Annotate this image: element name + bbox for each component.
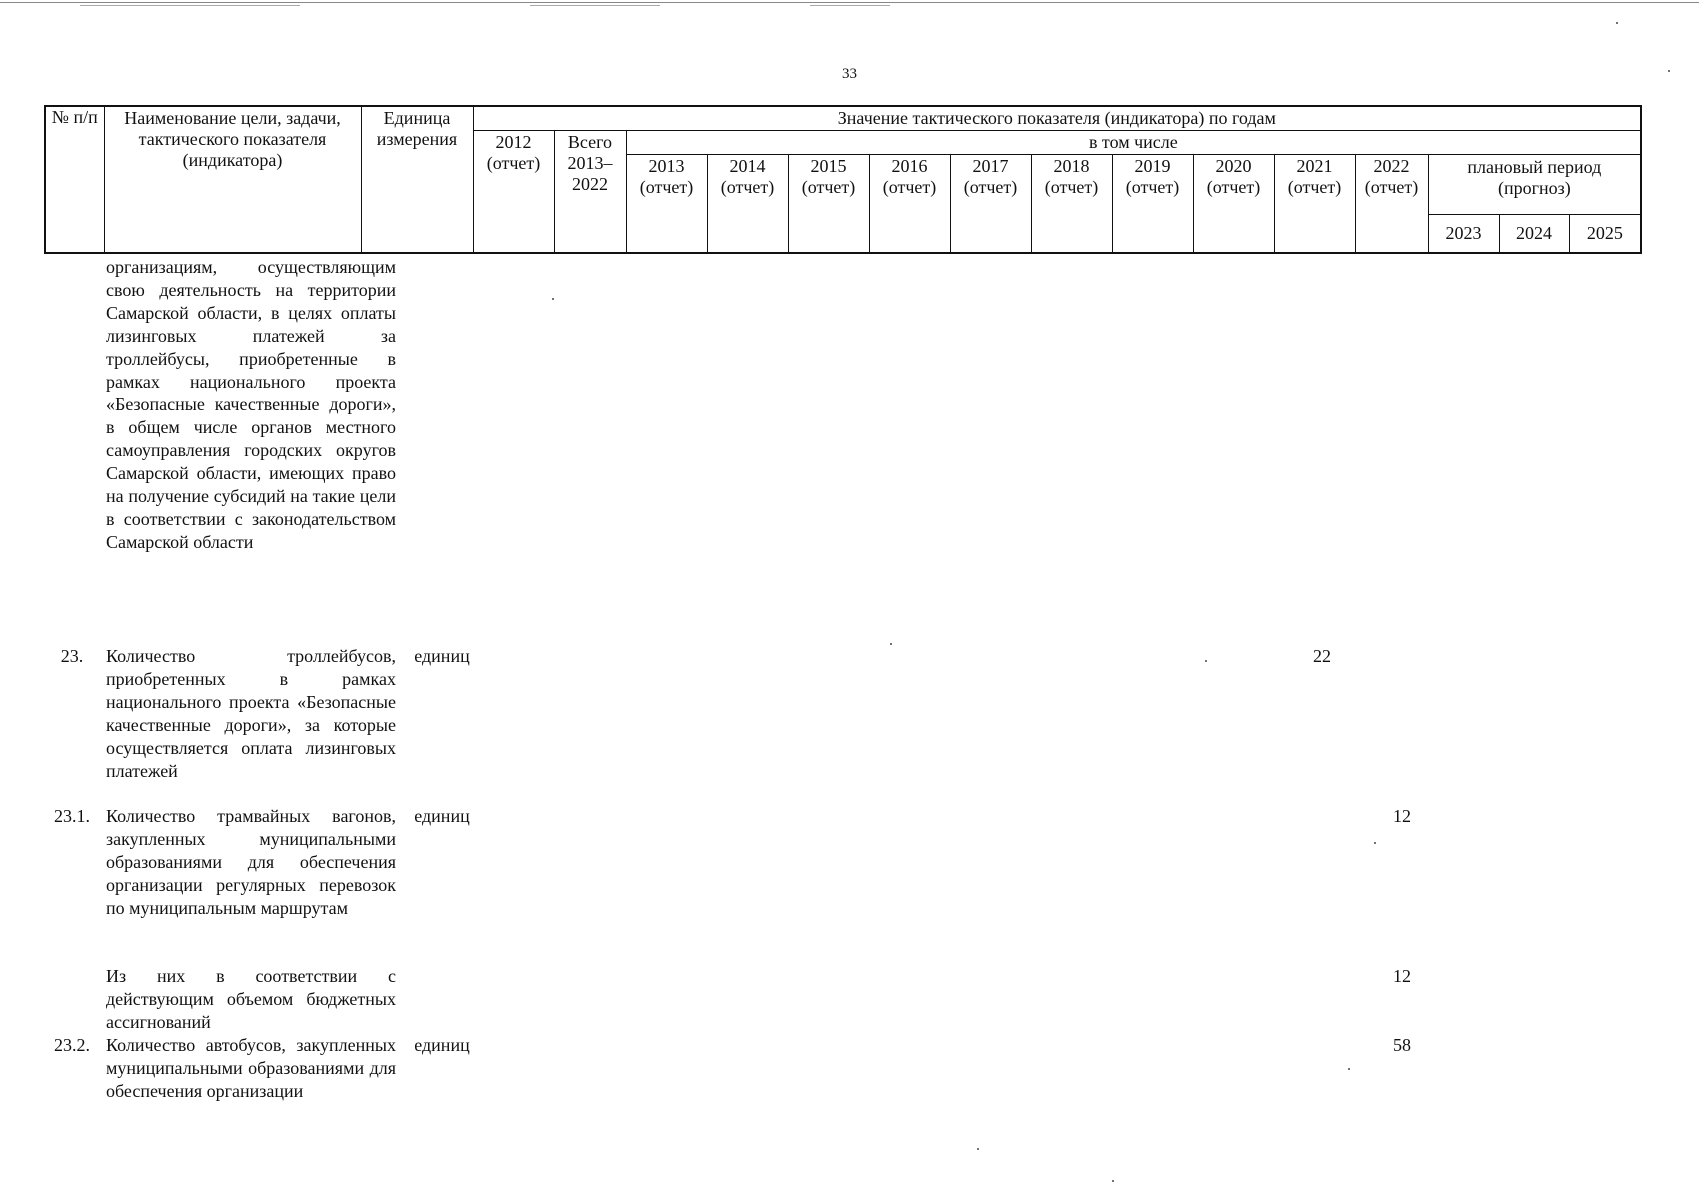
header-year-label: 2013 [648,156,685,176]
row-value-2022: 12 [1393,806,1411,826]
scan-speck [1374,842,1376,844]
scan-artifact-line [0,2,1699,3]
header-year-2012-label: 2012 [495,132,532,152]
row-indicator-name: организациям, осуществляющим свою деятельность на территории Самарской области, в целях оплаты лизинговых платежей за троллейбусы, приобретенные в рамках национального проекта «Безопасные качественные дороги», в общем числе органов местного самоуправления городских округов Самарской области, имеющих право на получение субсидий на такие цели в соответствии с законодательством Самарской области [106,257,396,552]
header-plan-year-2023: 2023 [1428,215,1499,253]
header-including: в том числе [626,131,1641,155]
header-num: № п/п [45,106,104,253]
row-indicator-name: Из них в соответствии с действующим объемом бюджетных ассигнований [106,966,396,1032]
row-unit: единиц [414,1035,470,1055]
row-indicator-name: Количество трамвайных вагонов, закупленных муниципальными образованиями для обеспечения организации регулярных перевозок по муниципальным маршрутам [106,806,396,918]
header-unit: Единица измерения [361,106,473,253]
scan-artifact-line [80,5,300,6]
header-year-note: (отчет) [1287,177,1342,197]
header-year-note: (отчет) [963,177,1018,197]
header-total-line2: 2013– [567,153,613,173]
header-plan-year-2025: 2025 [1569,215,1641,253]
row-value-2022: 58 [1393,1035,1411,1055]
header-year-2016 [869,155,950,253]
row-value-2022: 12 [1393,966,1411,986]
header-name: Наименование цели, задачи, тактического показателя (индикатора) [104,106,361,253]
header-plan-period: плановый период (прогноз) [1428,155,1641,215]
row-number: 23. [60,646,84,666]
header-year-label: 2022 [1373,156,1410,176]
row-number: 23.1. [54,806,90,826]
header-year-2012-note: (отчет) [486,153,541,173]
header-year-note: (отчет) [639,177,694,197]
header-year-note: (отчет) [1206,177,1261,197]
header-year-label: 2015 [810,156,847,176]
scan-speck [977,1148,979,1150]
scan-speck [1348,1068,1350,1070]
scan-artifact-line [530,5,660,6]
page-number: 33 [842,66,857,82]
header-year-2022 [1355,155,1428,253]
header-year-note: (отчет) [720,177,775,197]
row-unit: единиц [414,806,470,826]
header-total-line3: 2022 [572,174,608,194]
row-indicator-name: Количество троллейбусов, приобретенных в рамках национального проекта «Безопасные качественные дороги», за которые осуществляется оплата лизинговых платежей [106,646,396,781]
header-year-2020 [1193,155,1274,253]
header-year-2015 [788,155,869,253]
header-year-note: (отчет) [1364,177,1419,197]
scan-speck [1668,70,1670,72]
header-year-note: (отчет) [801,177,856,197]
header-values-by-year: Значение тактического показателя (индикатора) по годам [473,106,1641,131]
header-year-label: 2021 [1296,156,1333,176]
header-year-2019 [1112,155,1193,253]
header-year-2021 [1274,155,1355,253]
scan-speck [552,298,554,300]
header-year-2013 [626,155,707,253]
header-year-2012 [473,131,554,253]
header-year-label: 2014 [729,156,766,176]
header-year-label: 2020 [1215,156,1252,176]
scan-speck [890,643,892,645]
header-year-label: 2016 [891,156,928,176]
row-number: 23.2. [54,1035,90,1055]
header-year-note: (отчет) [1044,177,1099,197]
scan-artifact-line [810,5,890,6]
indicator-table-header [44,105,1642,254]
header-total-line1: Всего [567,132,613,152]
scan-speck [1205,660,1207,662]
header-year-2014 [707,155,788,253]
header-year-note: (отчет) [1125,177,1180,197]
scan-speck [1112,1180,1114,1182]
row-indicator-name: Количество автобусов, закупленных муниципальными образованиями для обеспечения организации [106,1035,396,1101]
scan-speck [1616,22,1618,24]
header-year-2017 [950,155,1031,253]
header-year-2018 [1031,155,1112,253]
header-year-label: 2019 [1134,156,1171,176]
header-year-label: 2017 [972,156,1009,176]
header-plan-year-2024: 2024 [1499,215,1569,253]
header-total [554,131,626,253]
header-year-label: 2018 [1053,156,1090,176]
row-unit: единиц [414,646,470,666]
row-value-2021: 22 [1313,646,1331,666]
header-year-note: (отчет) [882,177,937,197]
